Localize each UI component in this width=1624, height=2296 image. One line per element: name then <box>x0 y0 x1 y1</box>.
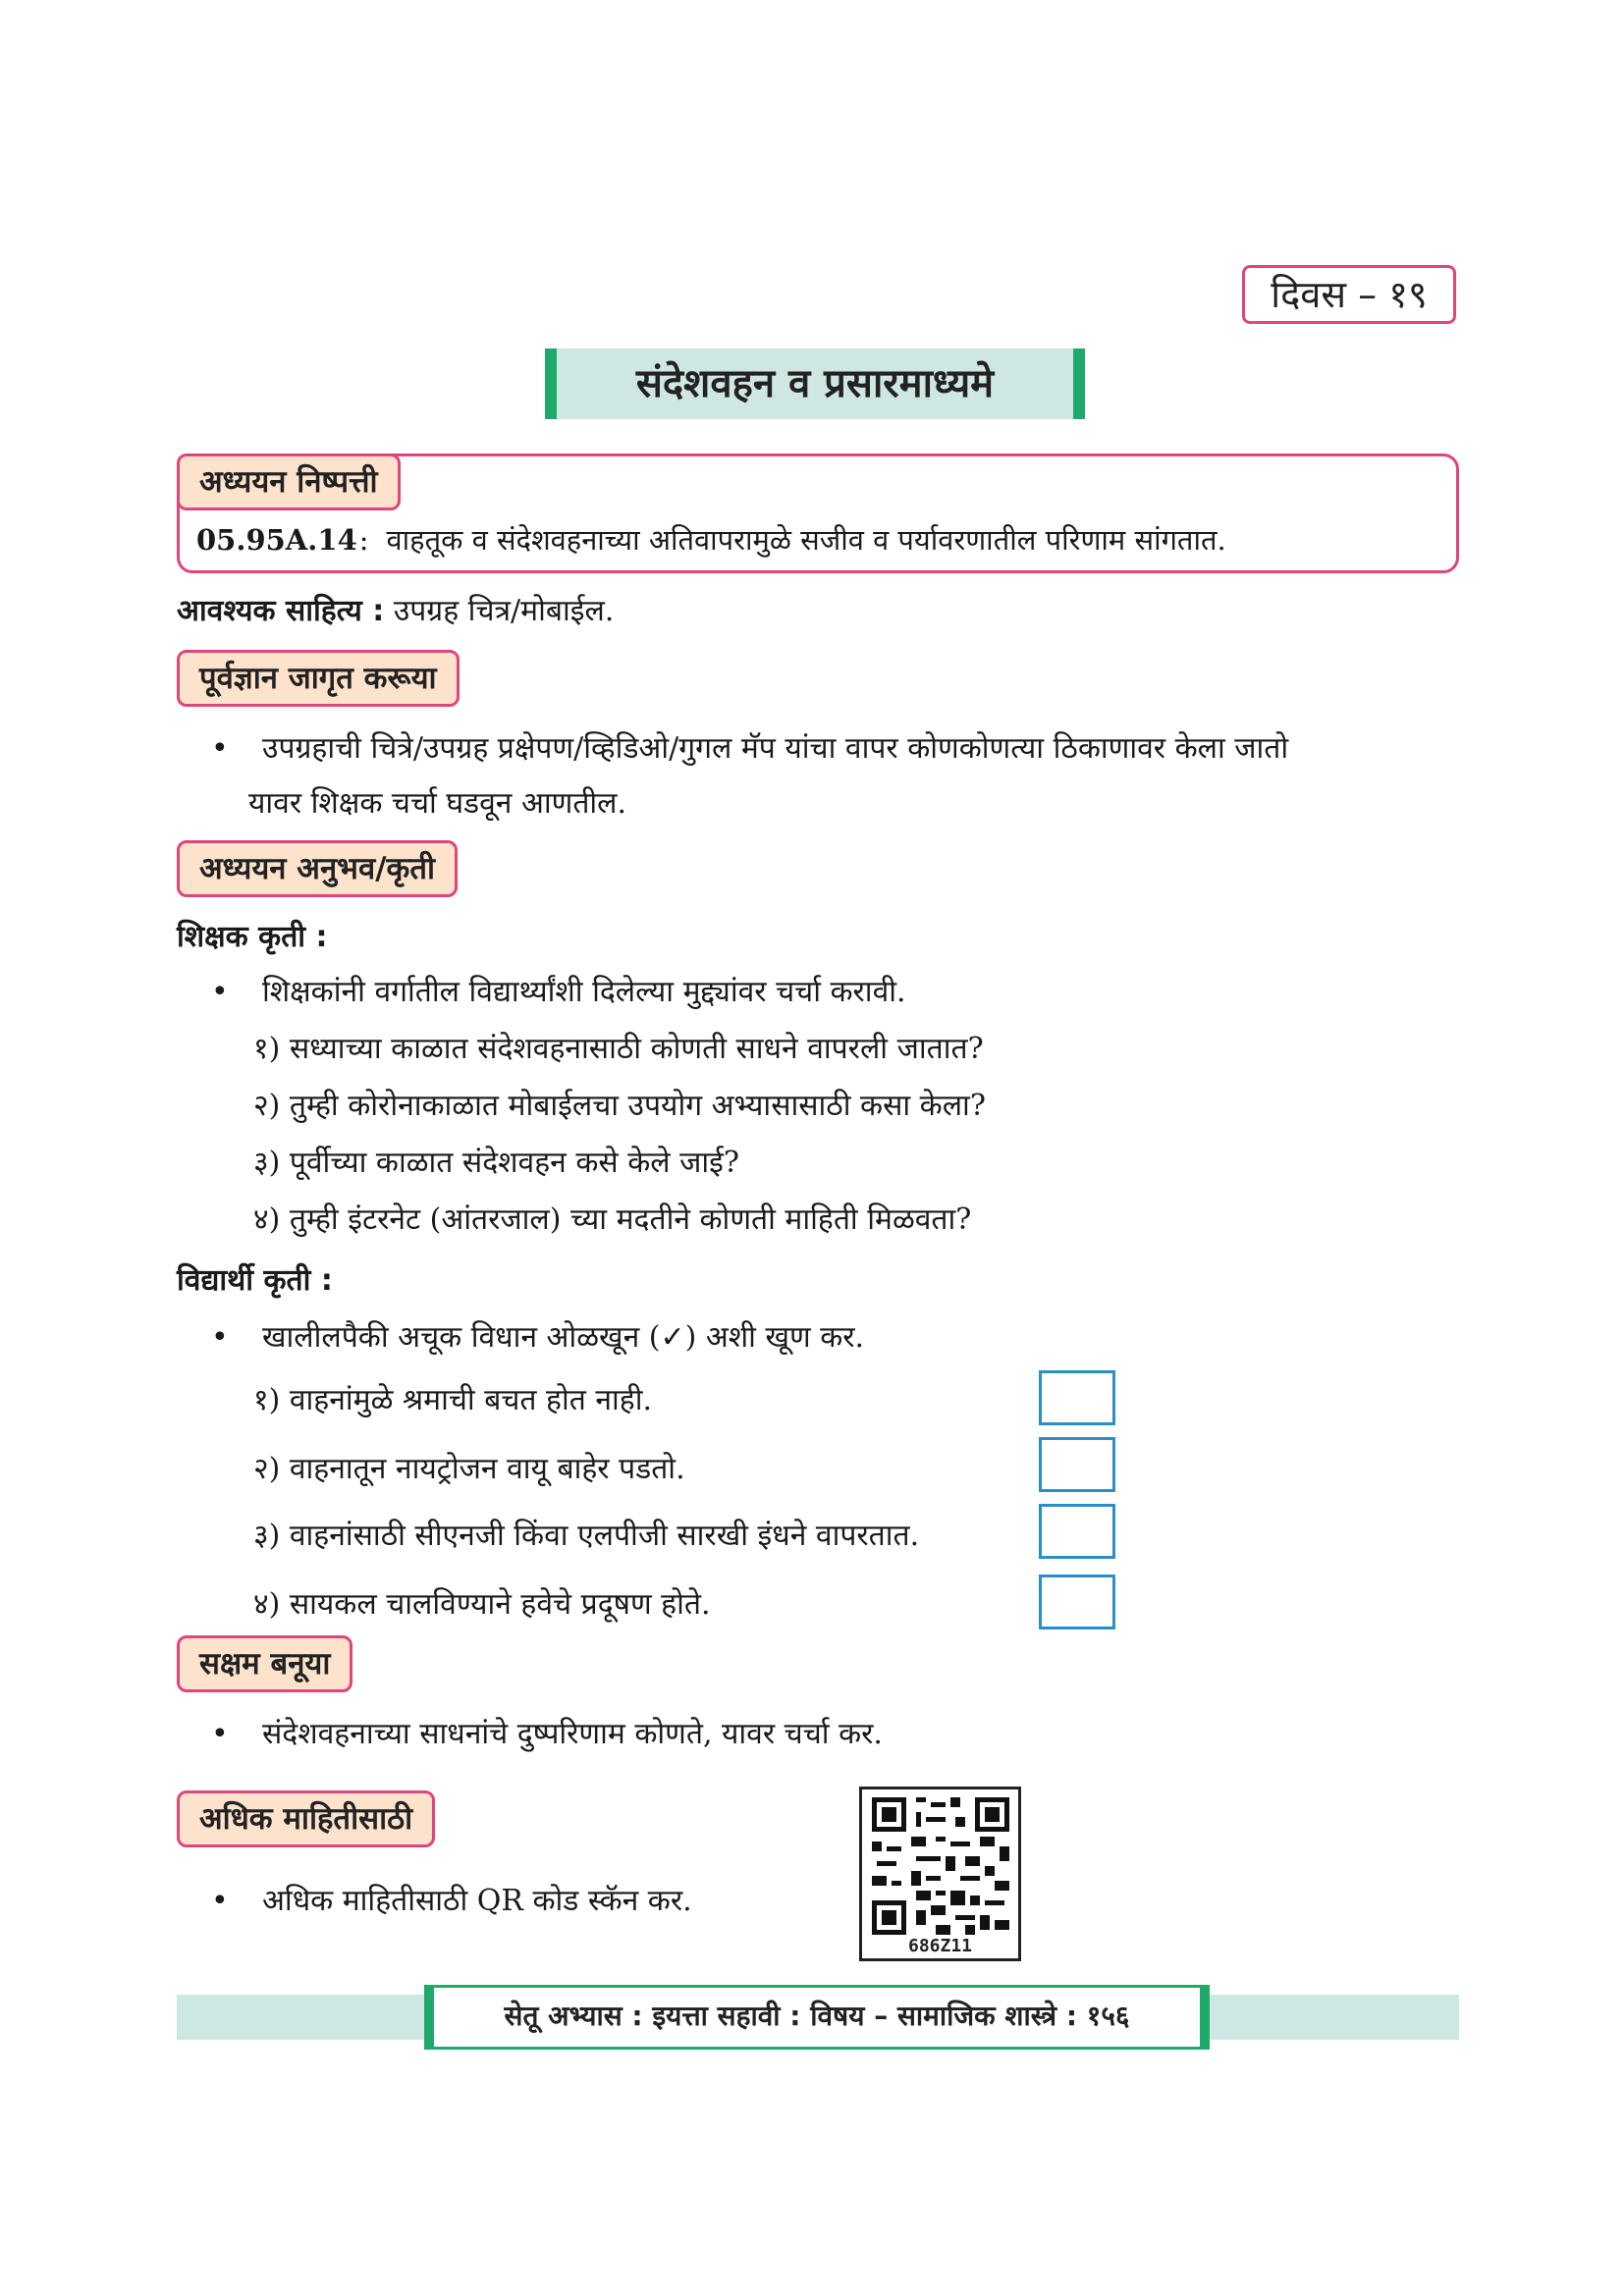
day-badge: दिवस – १९ <box>1242 265 1456 324</box>
outcome-separator: : <box>358 523 369 557</box>
materials-value: उपग्रह चित्र/मोबाईल. <box>393 594 615 628</box>
materials-label: आवश्यक साहित्य : <box>177 594 385 628</box>
more-info-heading: अधिक माहितीसाठी <box>177 1790 435 1847</box>
prior-knowledge-line1: उपग्रहाची चित्रे/उपग्रह प्रक्षेपण/व्हिडिओ/गुगल मॅप यांचा वापर कोणकोणत्या ठिकाणावर केला जातो <box>262 731 1289 766</box>
tick-checkbox[interactable] <box>1039 1504 1115 1559</box>
learning-experience-heading: अध्ययन अनुभव/कृती <box>177 840 458 897</box>
outcome-text: वाहतूक व संदेशवहनाच्या अतिवापरामुळे सजीव व पर्यावरणातील परिणाम सांगतात. <box>386 523 1226 557</box>
qr-code[interactable] <box>859 1787 1021 1961</box>
bullet-dot-icon: • <box>211 1320 229 1355</box>
prior-knowledge-heading: पूर्वज्ञान जागृत करूया <box>177 650 460 707</box>
tick-checkbox[interactable] <box>1039 1370 1115 1425</box>
teacher-question: ४) तुम्ही इंटरनेट (आंतरजाल) च्या मदतीने कोणती माहिती मिळवता? <box>253 1202 972 1237</box>
student-activity-intro: • खालीलपैकी अचूक विधान ओळखून (✓) अशी खूण कर. <box>211 1320 865 1355</box>
bullet-dot-icon: • <box>211 1884 229 1918</box>
more-info-bullet: • अधिक माहितीसाठी QR कोड स्कॅन कर. <box>211 1884 692 1918</box>
materials-line <box>177 589 614 629</box>
teacher-question: २) तुम्ही कोरोनाकाळात मोबाईलचा उपयोग अभ्यासासाठी कसा केला? <box>253 1089 986 1123</box>
bullet-dot-icon: • <box>211 975 229 1009</box>
qr-pattern-icon <box>872 1797 1009 1935</box>
prior-knowledge-bullet <box>211 726 1288 767</box>
learning-outcome-heading: अध्ययन निष्पत्ती <box>177 454 401 510</box>
page-footer: सेतू अभ्यास : इयत्ता सहावी : विषय – सामाजिक शास्त्रे : १५६ <box>424 1985 1210 2050</box>
bullet-dot-icon: • <box>211 731 229 766</box>
student-statement: १) वाहनांमुळे श्रमाची बचत होत नाही. <box>253 1383 653 1417</box>
qr-code-label: 686Z11 <box>907 1936 973 1956</box>
student-statement: ३) वाहनांसाठी सीएनजी किंवा एलपीजी सारखी इंधने वापरतात. <box>253 1519 920 1553</box>
teacher-question: १) सध्याच्या काळात संदेशवहनासाठी कोणती साधने वापरली जातात? <box>253 1032 984 1066</box>
enable-heading: सक्षम बनूया <box>177 1635 352 1692</box>
tick-checkbox[interactable] <box>1039 1575 1115 1629</box>
teacher-activity-label: शिक्षक कृती : <box>177 920 328 954</box>
prior-knowledge-line2: यावर शिक्षक चर्चा घडवून आणतील. <box>248 786 627 821</box>
student-statement: ४) सायकल चालविण्याने हवेचे प्रदूषण होते. <box>253 1587 711 1622</box>
teacher-activity-intro: • शिक्षकांनी वर्गातील विद्यार्थ्यांशी दिलेल्या मुद्द्यांवर चर्चा करावी. <box>211 975 906 1009</box>
learning-outcome-line <box>196 520 1226 559</box>
student-statement: २) वाहनातून नायट्रोजन वायू बाहेर पडतो. <box>253 1452 685 1486</box>
outcome-code: 05.95A.14 <box>196 523 357 557</box>
enable-bullet: • संदेशवहनाच्या साधनांचे दुष्परिणाम कोणते, यावर चर्चा कर. <box>211 1717 883 1751</box>
student-activity-label: विद्यार्थी कृती : <box>177 1263 333 1298</box>
chapter-title: संदेशवहन व प्रसारमाध्यमे <box>545 348 1085 419</box>
teacher-question: ३) पूर्वीच्या काळात संदेशवहन कसे केले जाई? <box>253 1146 739 1180</box>
tick-checkbox[interactable] <box>1039 1437 1115 1492</box>
bullet-dot-icon: • <box>211 1717 229 1751</box>
